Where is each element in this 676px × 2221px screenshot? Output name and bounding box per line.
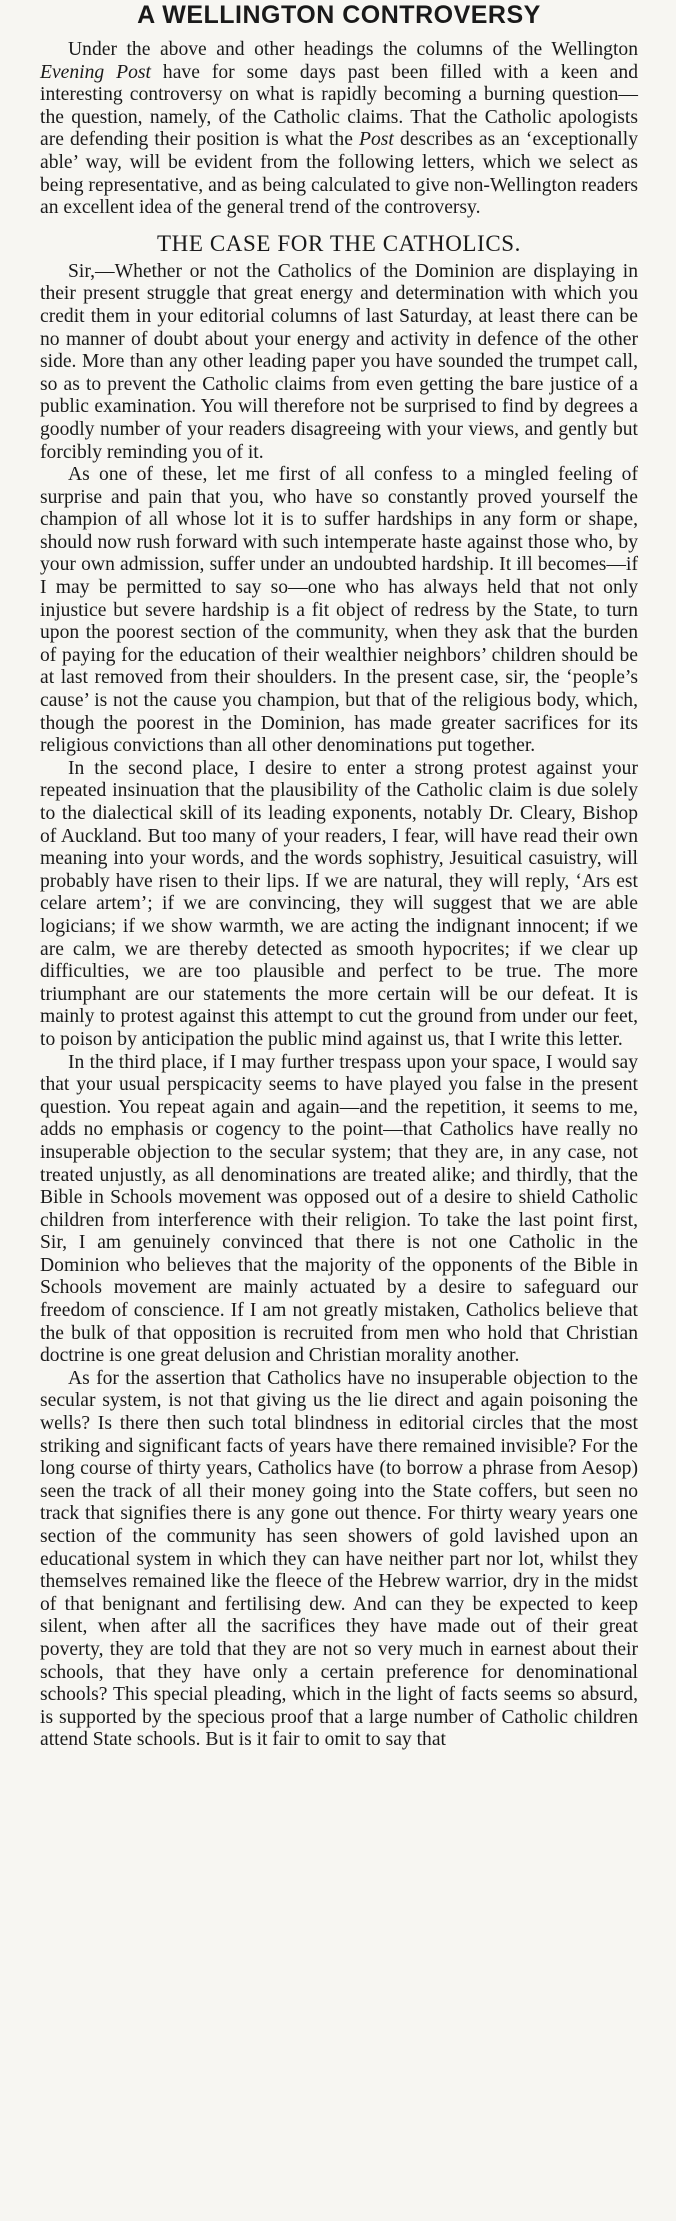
- intro-text-3: describes as an ‘exceptionally able’ way, will be evident from the following letters, which we select as being representative, and as being calculated to give non-Wellington readers an excellent idea of the general trend of the controversy.: [40, 129, 638, 219]
- newspaper-short-name: Post: [359, 129, 394, 151]
- article-title: A WELLINGTON CONTROVERSY: [137, 1, 541, 29]
- section-heading: THE CASE FOR THE CATHOLICS.: [157, 230, 521, 256]
- letter-paragraph-2: As one of these, let me first of all confess to a mingled feeling of surprise and pain that you, who have so constantly proved yourself the champion of all whose lot it is to suffer hardships in any form or shape, should now rush forward with such intemperate haste against those who, by your own admission, suffer under an undoubted hardship. It ill becomes—if I may be permitted to say so—one who has always held that not only injustice but severe hardship is a fit object of redress by the State, to turn upon the poorest section of the community, when they ask that the burden of paying for the education of their wealthier neighbors’ children should be at last removed from their shoulders. In the present case, sir, the ‘people’s cause’ is not the cause you champion, but that of the religious body, which, though the poorest in the Dominion, has made greater sacrifices for its religious convictions than all other denominations put together.: [40, 464, 638, 757]
- intro-text-1: Under the above and other headings the columns of the Wellington: [68, 39, 638, 60]
- letter-paragraph-1: Sir,—Whether or not the Catholics of the Dominion are displaying in their present struggle that great energy and determination with which you credit them in your editorial columns of last Saturday, at least there can be no manner of doubt about your energy and activity in defence of the other side. More than any other leading paper you have sounded the trumpet call, so as to prevent the Catholic claims from even getting the bare justice of a public examination. You will therefore not be surprised to find by degrees a goodly number of your readers disagreeing with your views, and gently but forcibly reminding you of it.: [40, 260, 638, 463]
- intro-text-2: have for some days past been filled with a keen and interesting controversy on what is rapidly becoming a burning question—the question, namely, of the Catholic claims. That the Catholic apologists are defending their position is what the: [40, 61, 638, 151]
- letter-paragraph-5: As for the assertion that Catholics have no insuperable objection to the secular system, is not that giving us the lie direct and again poisoning the wells? Is there then such total blindness in editorial circles that the most striking and significant facts of years have there remained invisible? For the long course of thirty years, Catholics have (to borrow a phrase from Aesop) seen the track of all their money going into the State coffers, but seen no track that signifies there is any gone out thence. For thirty weary years one section of the community has seen showers of gold lavished upon an educational system in which they can have neither part nor lot, whilst they themselves remained like the fleece of the Hebrew warrior, dry in the midst of that benignant and fertilising dew. And can they be expected to keep silent, when after all the sacrifices they have made out of their great poverty, they are told that they are not so very much in earnest about their schools, that they have only a certain preference for denominational schools? This special pleading, which in the light of facts seems so absurd, is supported by the specious proof that a large number of Catholic children attend State schools. But is it fair to omit to say that: [40, 1367, 638, 1751]
- intro-paragraph: [40, 39, 638, 220]
- letter-paragraph-4: In the third place, if I may further trespass upon your space, I would say that your usual perspicacity seems to have played you false in the present question. You repeat again and again—and the repetition, it seems to me, adds no emphasis or cogency to the point—that Catholics have really no insuperable objection to the secular system; that they are, in any case, not treated unjustly, as all denominations are treated alike; and thirdly, that the Bible in Schools movement was opposed out of a desire to shield Catholic children from interference with their religion. To take the last point first, Sir, I am genuinely convinced that there is not one Catholic in the Dominion who believes that the majority of the opponents of the Bible in Schools movement are mainly actuated by a desire to safeguard our freedom of conscience. If I am not greatly mistaken, Catholics believe that the bulk of that opposition is recruited from men who hold that Christian doctrine is one great delusion and Christian morality another.: [40, 1051, 638, 1367]
- letter-paragraph-3: In the second place, I desire to enter a strong protest against your repeated insinuation that the plausibility of the Catholic claim is due solely to the dialectical skill of its leading exponents, notably Dr. Cleary, Bishop of Auckland. But too many of your readers, I fear, will have read their own meaning into your words, and the words sophistry, Jesuitical casuistry, will probably have risen to their lips. If we are natural, they will reply, ‘Ars est celare artem’; if we are convincing, they will suggest that we are able logicians; if we show warmth, we are acting the indignant innocent; if we are calm, we are thereby detected as smooth hypocrites; if we clear up difficulties, we are too plausible and perfect to be true. The more triumphant are our statements the more certain will be our defeat. It is mainly to protest against this attempt to cut the ground from under our feet, to poison by anticipation the public mind against us, that I write this letter.: [40, 757, 638, 1050]
- newspaper-name: Evening Post: [40, 61, 151, 83]
